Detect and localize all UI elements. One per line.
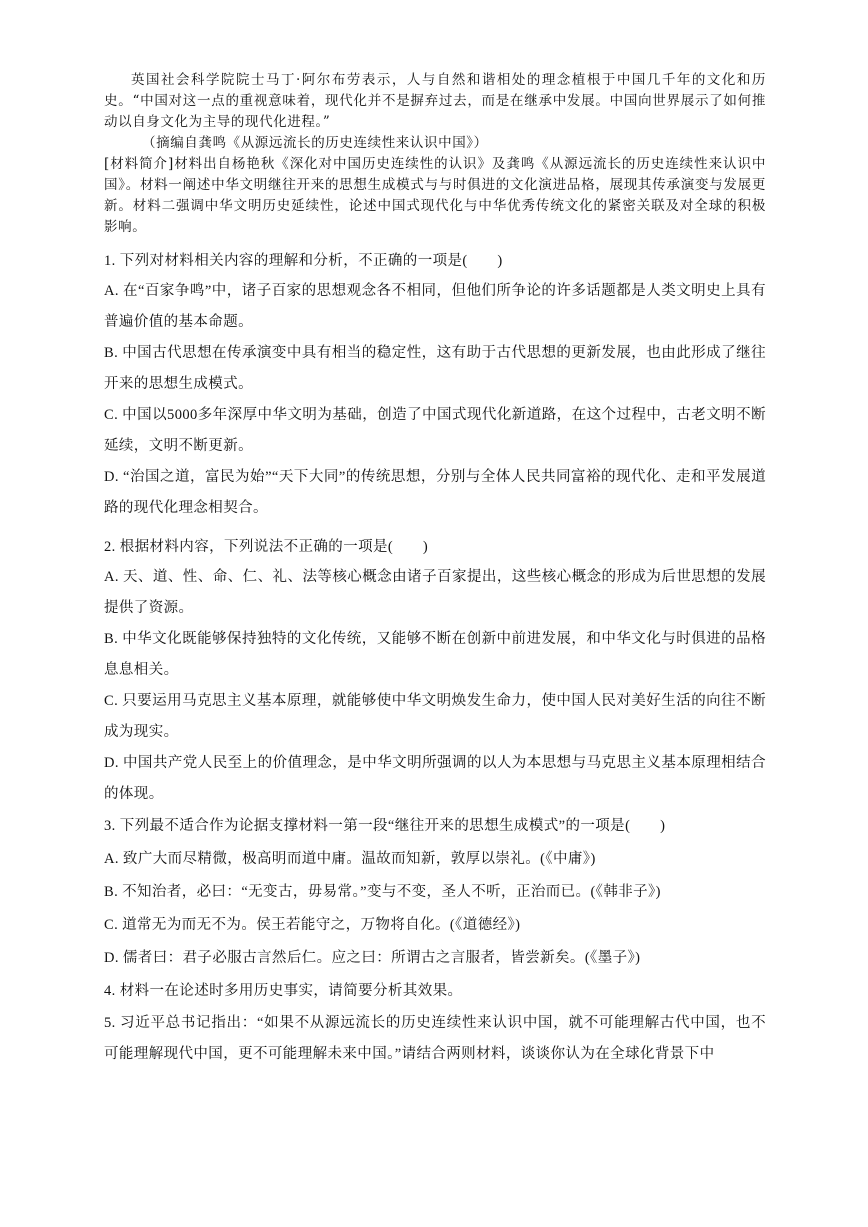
question-stem: 1. 下列对材料相关内容的理解和分析，不正确的一项是( ) — [104, 253, 503, 269]
material-source: （摘编自龚鸣《从源远流长的历史连续性来认识中国》） — [142, 135, 488, 151]
option-c: C. 道常无为而无不为。侯王若能守之，万物将自化。(《道德经》) — [104, 917, 521, 933]
question-stem: 5. 习近平总书记指出：“如果不从源远流长的历史连续性来认识中国，就不可能理解古代中国，也不可能理解现代中国，更不可能理解未来中国。”请结合两则材料，谈谈你认为在全球化背景下中 — [104, 1015, 766, 1062]
option-b: B. 中华文化既能够保持独特的文化传统，又能够不断在创新中前进发展，和中华文化与时俱进的品格息息相关。 — [104, 631, 766, 678]
question-stem: 3. 下列最不适合作为论据支撑材料一第一段“继往开来的思想生成模式”的一项是( ) — [104, 818, 666, 834]
option-d: D. 中国共产党人民至上的价值理念，是中华文明所强调的以人为本思想与马克思主义基本原理相结合的体现。 — [104, 755, 766, 802]
option-b: B. 中国古代思想在传承演变中具有相当的稳定性，这有助于古代思想的更新发展，也由此形成了继往开来的思想生成模式。 — [104, 345, 766, 392]
question-2 — [104, 532, 766, 810]
option-a: A. 在“百家争鸣”中，诸子百家的思想观念各不相同，但他们所争论的许多话题都是人类文明史上具有普遍价值的基本命题。 — [104, 283, 766, 330]
material-paragraph: 英国社会科学院院士马丁·阿尔布劳表示，人与自然和谐相处的理念植根于中国几千年的文化和历史。“中国对这一点的重视意味着，现代化并不是摒弃过去，而是在继承中发展。中国向世界展示了如何推动以自身文化为主导的现代化进程。” — [104, 72, 766, 130]
question-5 — [104, 1008, 766, 1070]
document-page — [104, 70, 766, 1070]
question-stem: 2. 根据材料内容，下列说法不正确的一项是( ) — [104, 539, 429, 555]
question-stem: 4. 材料一在论述时多用历史事实，请简要分析其效果。 — [104, 983, 463, 999]
option-a: A. 致广大而尽精微，极高明而道中庸。温故而知新，敦厚以崇礼。(《中庸》) — [104, 851, 596, 867]
question-3 — [104, 810, 766, 975]
option-a: A. 天、道、性、命、仁、礼、法等核心概念由诸子百家提出，这些核心概念的形成为后世思想的发展提供了资源。 — [104, 569, 766, 616]
option-d: D. “治国之道，富民为始”“天下大同”的传统思想，分别与全体人民共同富裕的现代化、走和平发展道路的现代化理念相契合。 — [104, 469, 766, 516]
option-c: C. 只要运用马克思主义基本原理，就能够使中华文明焕发生命力，使中国人民对美好生活的向往不断成为现实。 — [104, 693, 766, 740]
material-excerpt — [104, 70, 766, 238]
material-intro: [材料简介]材料出自杨艳秋《深化对中国历史连续性的认识》及龚鸣《从源远流长的历史连续性来认识中国》。材料一阐述中华文明继往开来的思想生成模式与与时俱进的文化演进品格，展现其传承演变与发展更新。材料二强调中华文明历史延续性，论述中国式现代化与中华优秀传统文化的紧密关联及对全球的积极影响。 — [104, 156, 766, 235]
option-b: B. 不知治者，必曰：“无变古，毋易常。”变与不变，圣人不听，正治而已。(《韩非子》) — [104, 884, 661, 900]
question-list — [104, 246, 766, 1070]
option-c: C. 中国以5000多年深厚中华文明为基础，创造了中国式现代化新道路，在这个过程中，古老文明不断延续，文明不断更新。 — [104, 407, 766, 454]
option-d: D. 儒者曰：君子必服古言然后仁。应之曰：所谓古之言服者，皆尝新矣。(《墨子》) — [104, 950, 641, 966]
question-4 — [104, 975, 766, 1008]
question-1 — [104, 246, 766, 524]
